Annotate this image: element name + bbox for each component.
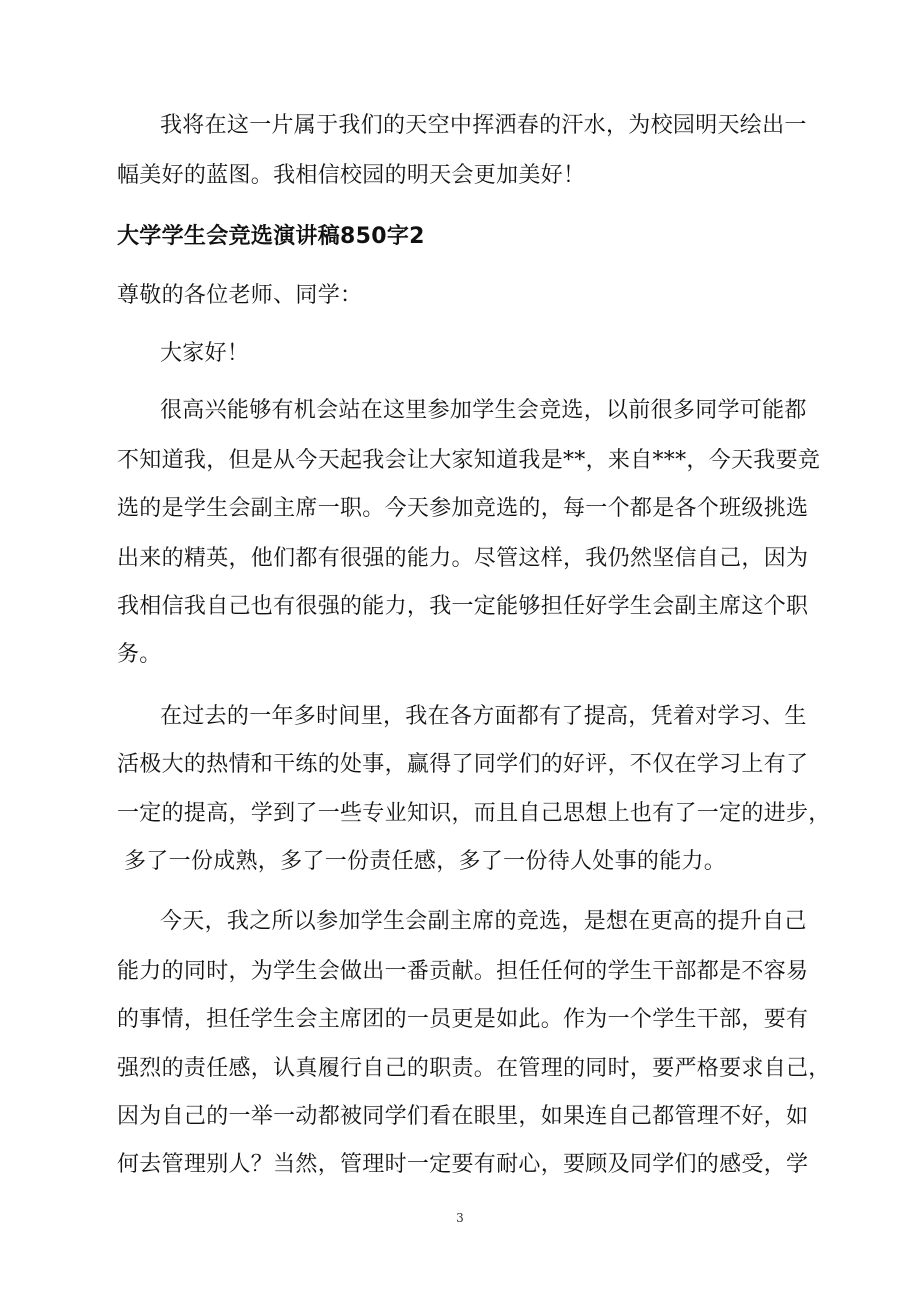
paragraph-line: 多了一份成熟，多了一份责任感，多了一份待人处事的能力。 [124,849,727,874]
paragraph-line: 出来的精英，他们都有很强的能力。尽管这样，我仍然坚信自己，因为 [117,546,809,571]
paragraph-line: 能力的同时，为学生会做出一番贡献。担任任何的学生干部都是不容易 [117,959,809,984]
page-number: 3 [456,1211,464,1225]
paragraph-line: 强烈的责任感，认真履行自己的职责。在管理的同时，要严格要求自己， [117,1056,831,1081]
paragraph-line: 很高兴能够有机会站在这里参加学生会竞选，以前很多同学可能都 [160,398,807,423]
paragraph-line: 不知道我，但是从今天起我会让大家知道我是**，来自***，今天我要竞 [117,448,821,473]
paragraph-line: 我将在这一片属于我们的天空中挥洒春的汗水，为校园明天绘出一 [160,113,807,138]
paragraph-line: 的事情，担任学生会主席团的一员更是如此。作为一个学生干部，要有 [117,1007,809,1032]
paragraph-line: 我相信我自己也有很强的能力，我一定能够担任好学生会副主席这个职 [117,594,809,619]
paragraph-line: 因为自己的一举一动都被同学们看在眼里，如果连自己都管理不好，如 [117,1104,809,1129]
paragraph-line: 在过去的一年多时间里，我在各方面都有了提高，凭着对学习、生 [160,704,807,729]
greeting: 大家好！ [160,341,250,366]
paragraph-line: 活极大的热情和干练的处事，赢得了同学们的好评，不仅在学习上有了 [117,752,809,777]
section-heading: 大学学生会竞选演讲稿850字2 [117,224,425,249]
paragraph-line: 一定的提高，学到了一些专业知识，而且自己思想上也有了一定的进步， [117,801,831,826]
salutation: 尊敬的各位老师、同学： [117,283,363,308]
paragraph-line: 务。 [117,642,162,667]
paragraph-line: 今天，我之所以参加学生会副主席的竞选，是想在更高的提升自己 [160,909,807,934]
paragraph-line: 何去管理别人？当然，管理时一定要有耐心，要顾及同学们的感受，学 [117,1152,809,1177]
paragraph-line: 选的是学生会副主席一职。今天参加竞选的，每一个都是各个班级挑选 [117,496,809,521]
paragraph-line: 幅美好的蓝图。我相信校园的明天会更加美好！ [117,163,586,188]
